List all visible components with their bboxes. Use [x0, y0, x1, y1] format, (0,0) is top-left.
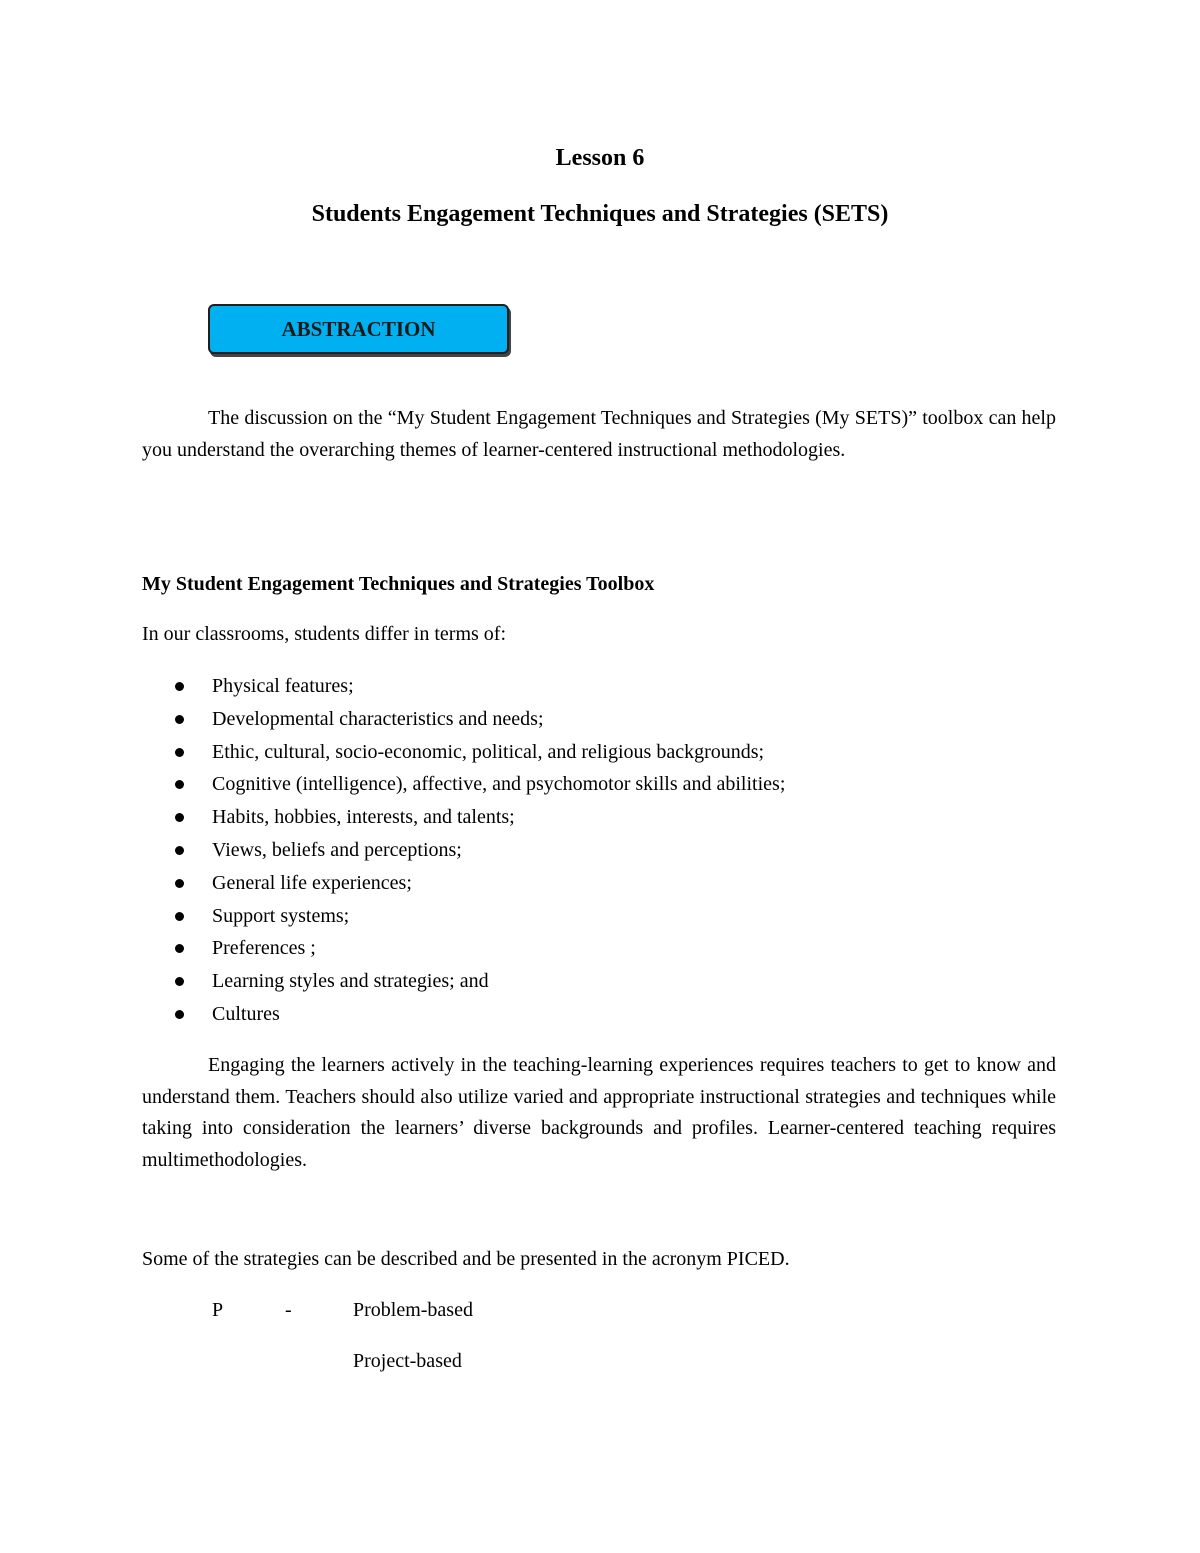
engaging-paragraph: Engaging the learners actively in the teaching-learning experiences requires teachers to get to know and understand them. Teachers should also utilize varied and appropriate instructional strategies and techniques while taking into consideration the learners’ diverse backgrounds and profiles. Learner-centered teaching requires multimethodologies.	[142, 1054, 1056, 1171]
abstraction-section-box	[208, 304, 509, 354]
abstraction-section-label: ABSTRACTION	[281, 317, 436, 341]
list-item	[172, 901, 1072, 934]
list-item	[172, 835, 1072, 868]
list-item-text: Ethic, cultural, socio-economic, political, and religious backgrounds;	[212, 740, 765, 763]
bullet-icon	[175, 944, 184, 953]
bullet-icon	[175, 912, 184, 921]
piced-term-problem-based: Problem-based	[353, 1299, 473, 1321]
list-item-text: Physical features;	[212, 675, 354, 697]
list-item	[172, 671, 1072, 704]
bullet-icon	[175, 846, 184, 855]
list-item	[172, 737, 1072, 770]
bullet-icon	[175, 813, 184, 822]
bullet-icon	[175, 1010, 184, 1019]
piced-separator: -	[285, 1299, 292, 1321]
bullet-icon	[175, 748, 184, 757]
lesson-number-heading: Lesson 6	[555, 145, 645, 171]
piced-letter-p: P	[212, 1299, 224, 1321]
bullet-icon	[175, 879, 184, 888]
list-item-text: Views, beliefs and perceptions;	[212, 838, 462, 861]
list-item	[172, 704, 1072, 737]
bullet-icon	[175, 780, 184, 789]
intro-paragraph: The discussion on the “My Student Engagement Techniques and Strategies (My SETS)” toolbox can help you understand the overarching themes of learner-centered instructional methodologies.	[142, 407, 1056, 461]
differences-list	[172, 671, 1072, 1032]
piced-term-project-based: Project-based	[353, 1350, 462, 1372]
list-item-text: Developmental characteristics and needs;	[212, 707, 544, 730]
list-item	[172, 933, 1072, 966]
list-item-text: Habits, hobbies, interests, and talents;	[212, 806, 515, 829]
piced-intro-text: Some of the strategies can be described and be presented in the acronym PICED.	[142, 1248, 790, 1270]
list-item	[172, 868, 1072, 901]
lesson-title-heading: Students Engagement Techniques and Strategies (SETS)	[311, 201, 889, 227]
list-item-text: Cultures	[212, 1002, 280, 1025]
list-item-text: Support systems;	[212, 904, 350, 927]
list-item-text: Learning styles and strategies; and	[212, 970, 489, 993]
toolbox-heading: My Student Engagement Techniques and Strategies Toolbox	[142, 573, 655, 595]
bullet-icon	[175, 977, 184, 986]
list-item	[172, 999, 1072, 1032]
bullet-icon	[175, 682, 184, 691]
differ-intro-text: In our classrooms, students differ in terms of:	[142, 623, 507, 645]
list-item-text: Cognitive (intelligence), affective, and psychomotor skills and abilities;	[212, 773, 786, 796]
list-item	[172, 769, 1072, 802]
list-item-text: General life experiences;	[212, 871, 412, 894]
list-item-text: Preferences ;	[212, 937, 316, 960]
list-item	[172, 802, 1072, 835]
bullet-icon	[175, 715, 184, 724]
list-item	[172, 966, 1072, 999]
